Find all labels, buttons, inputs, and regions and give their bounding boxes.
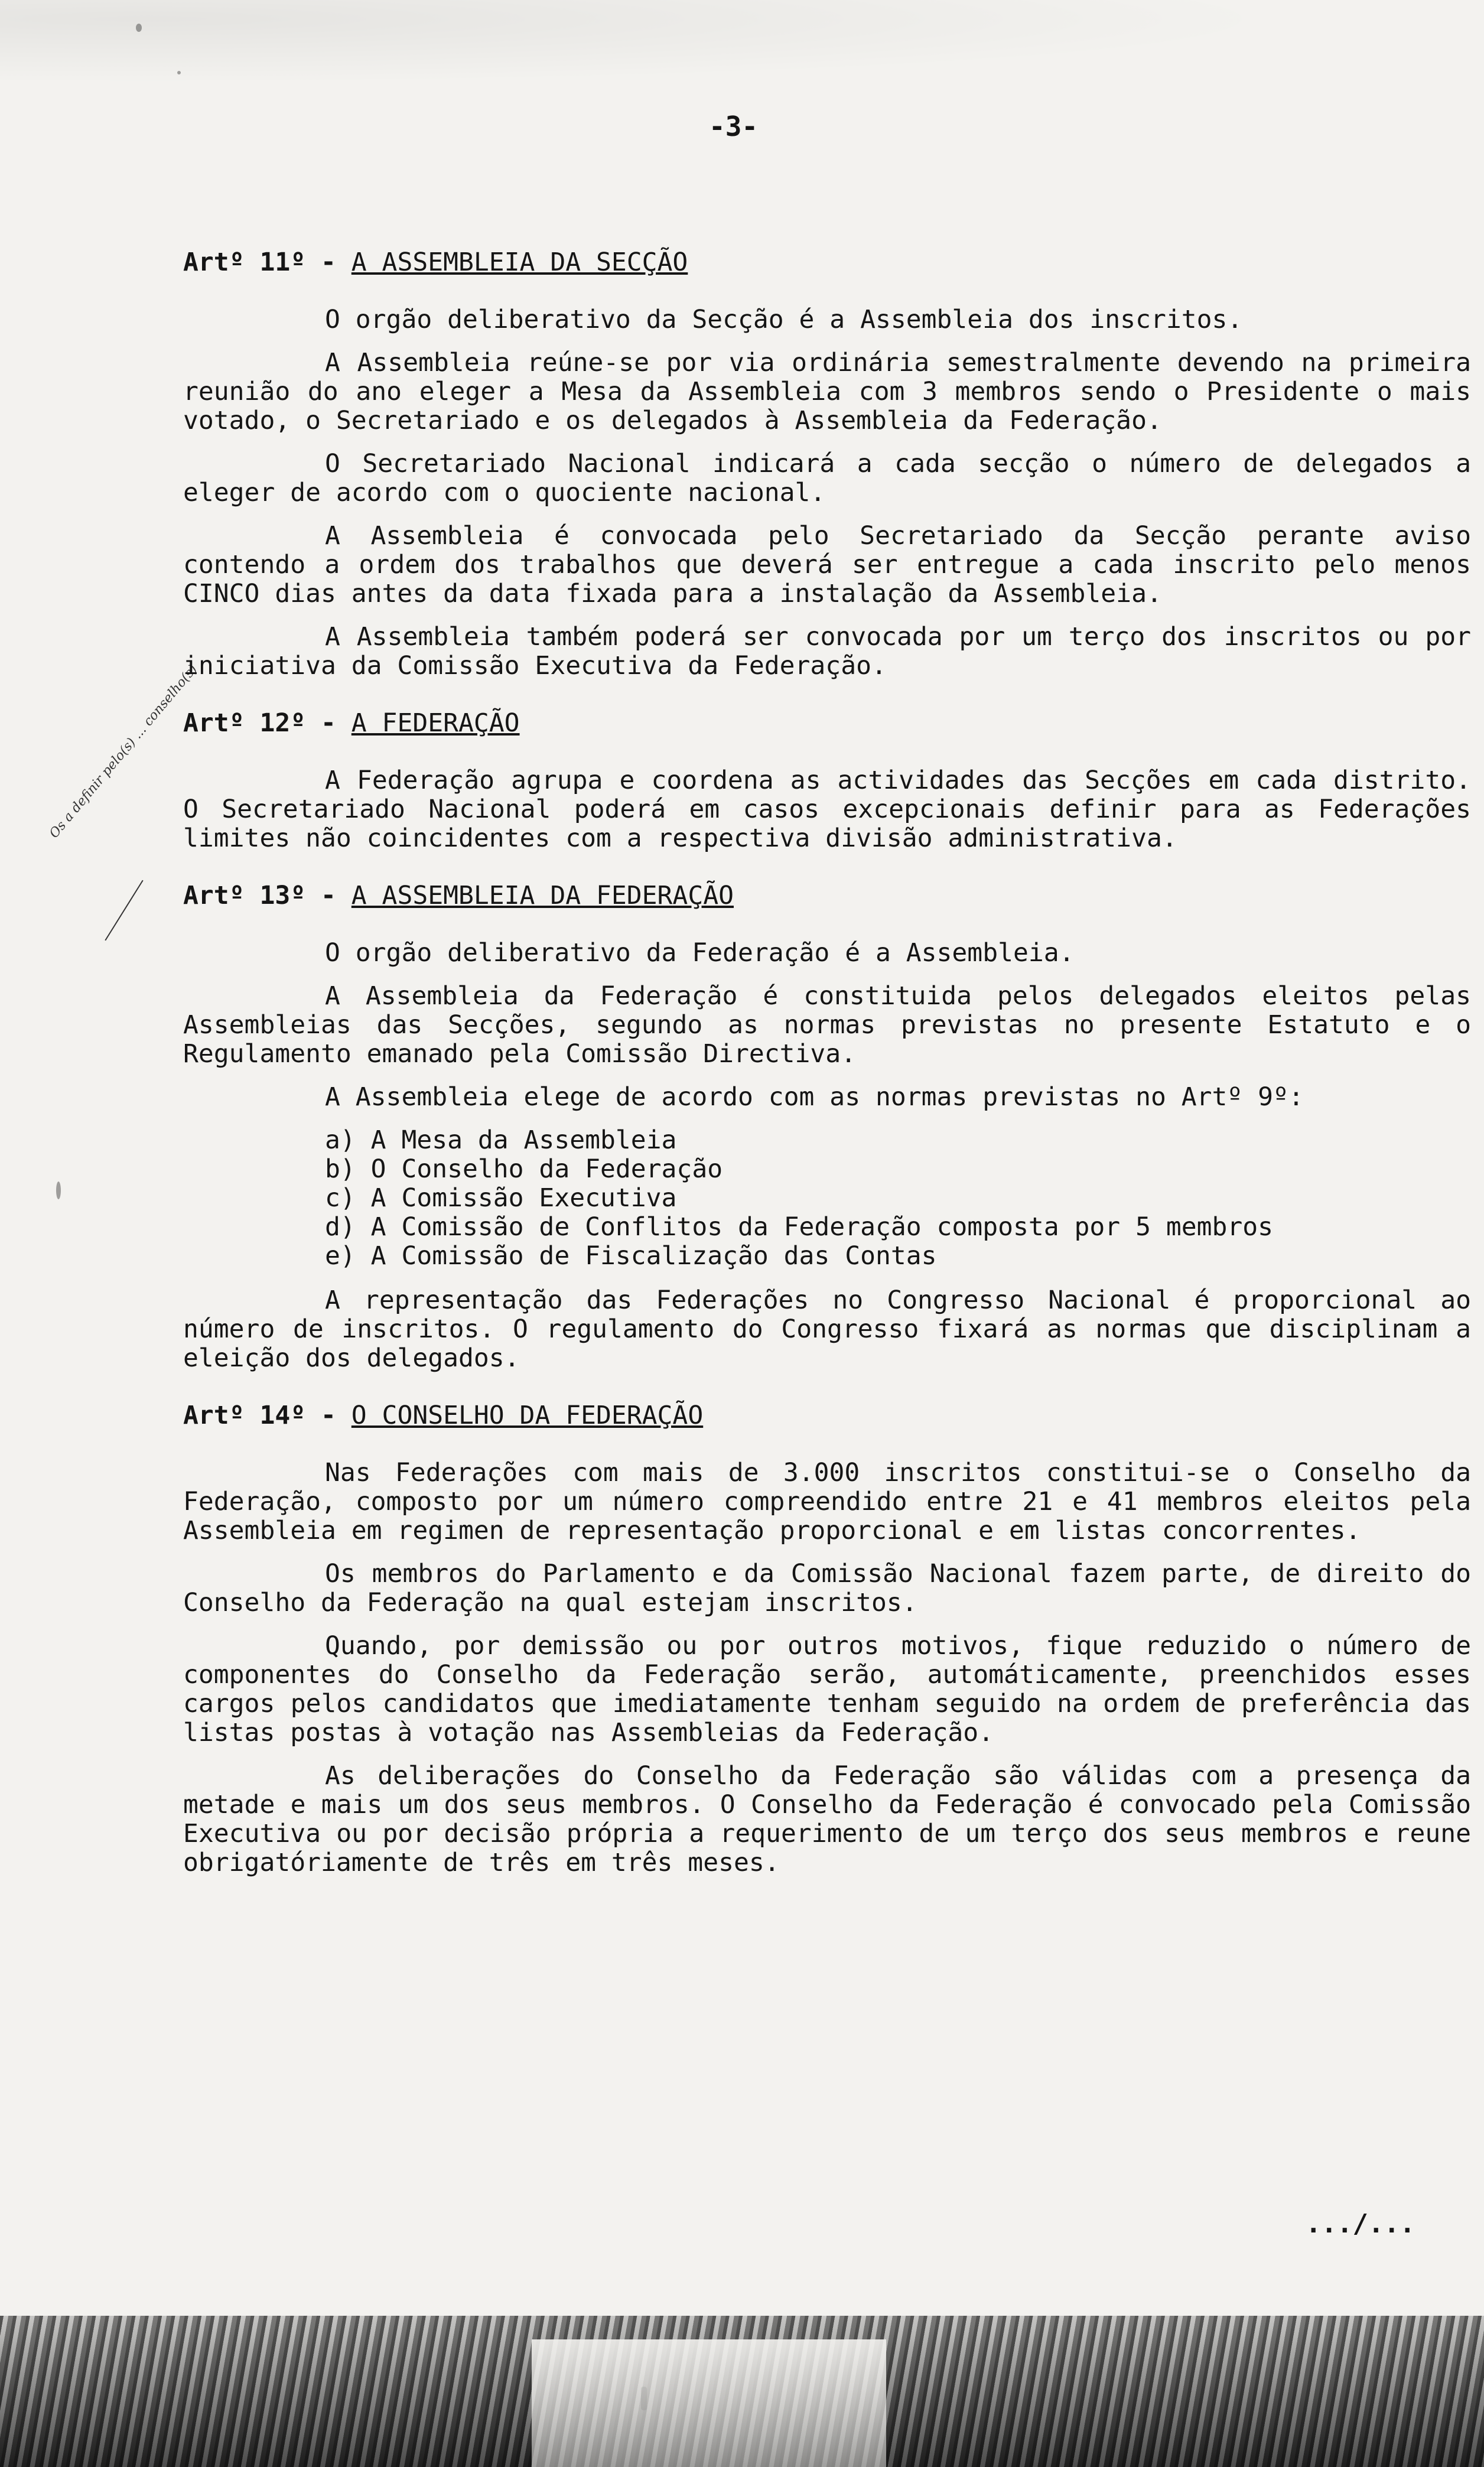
scan-bottom-light-patch bbox=[532, 2339, 886, 2467]
list-item: e) A Comissão de Fiscalização das Contas bbox=[325, 1241, 937, 1271]
list-item: d) A Comissão de Conflitos da Federação composta por 5 membros bbox=[325, 1212, 1274, 1242]
article-13-heading bbox=[183, 881, 1471, 910]
article-14-paragraph-4: As deliberações do Conselho da Federação são válidas com a presença da metade e mais um dos seus membros. O Conselho da Federação é convocado pela Comissão Executiva ou por decisão própria a requerimento de um terço dos seus membros e reune obrigatóriamente de três em três meses. bbox=[183, 1761, 1471, 1877]
article-14-heading bbox=[183, 1401, 1471, 1430]
article-12-label: Artº 12º - bbox=[183, 708, 336, 738]
scan-speck bbox=[177, 71, 181, 74]
article-13-paragraph-3: A Assembleia elege de acordo com as normas previstas no Artº 9º: bbox=[325, 1082, 1304, 1112]
scan-speck bbox=[136, 24, 142, 32]
article-12-paragraph-1: A Federação agrupa e coordena as actividades das Secções em cada distrito. O Secretariado Nacional poderá em casos excepcionais definir para as Federações limites não coincidentes com a respectiva divisão administrativa. bbox=[183, 766, 1471, 853]
article-13-title: A ASSEMBLEIA DA FEDERAÇÃO bbox=[351, 881, 734, 910]
list-item: b) O Conselho da Federação bbox=[325, 1154, 723, 1184]
handwritten-margin-stroke bbox=[105, 880, 143, 941]
continuation-mark: .../... bbox=[1306, 2209, 1415, 2239]
article-13-paragraph-4: A representação das Federações no Congresso Nacional é proporcional ao número de inscritos. O regulamento do Congresso fixará as normas que disciplinam a eleição dos delegados. bbox=[183, 1285, 1471, 1373]
list-item: c) A Comissão Executiva bbox=[325, 1183, 677, 1213]
scan-speck bbox=[56, 1182, 61, 1199]
article-12-title: A FEDERAÇÃO bbox=[351, 708, 520, 738]
article-14-paragraph-1: Nas Federações com mais de 3.000 inscritos constitui-se o Conselho da Federação, composto por um número compreendido entre 21 e 41 membros eleitos pela Assembleia em regimen de representação proporcional e em listas concorrentes. bbox=[183, 1458, 1471, 1545]
article-11-heading bbox=[183, 248, 1471, 277]
article-11-label: Artº 11º - bbox=[183, 248, 336, 277]
article-11-paragraph-4: A Assembleia é convocada pelo Secretariado da Secção perante aviso contendo a ordem dos trabalhos que deverá ser entregue a cada inscrito pelo menos CINCO dias antes da data fixada para a instalação da Assembleia. bbox=[183, 521, 1471, 608]
article-11-title: A ASSEMBLEIA DA SECÇÃO bbox=[351, 248, 688, 277]
article-11-paragraph-5: A Assembleia também poderá ser convocada por um terço dos inscritos ou por iniciativa da Comissão Executiva da Federação. bbox=[183, 622, 1471, 681]
article-13-label: Artº 13º - bbox=[183, 881, 336, 910]
scan-noise-top bbox=[0, 0, 1484, 95]
article-14-label: Artº 14º - bbox=[183, 1401, 336, 1430]
list-item: a) A Mesa da Assembleia bbox=[325, 1125, 677, 1155]
article-14-paragraph-3: Quando, por demissão ou por outros motivos, fique reduzido o número de componentes do Conselho da Federação serão, automáticamente, preenchidos esses cargos pelos candidatos que imediatamente tenham seguido na ordem de preferência das listas postas à votação nas Assembleias da Federação. bbox=[183, 1631, 1471, 1747]
article-14-paragraph-2: Os membros do Parlamento e da Comissão Nacional fazem parte, de direito do Conselho da Federação na qual estejam inscritos. bbox=[183, 1559, 1471, 1617]
article-12-heading bbox=[183, 709, 1471, 738]
handwritten-margin-note: Os a definir pelo(s) ... conselho(s) bbox=[47, 662, 201, 841]
article-11-paragraph-3: O Secretariado Nacional indicará a cada secção o número de delegados a eleger de acordo com o quociente nacional. bbox=[183, 449, 1471, 507]
article-14-title: O CONSELHO DA FEDERAÇÃO bbox=[351, 1401, 704, 1430]
document-body bbox=[183, 248, 1471, 1892]
page-number: -3- bbox=[709, 110, 759, 142]
article-13-paragraph-1: O orgão deliberativo da Federação é a Assembleia. bbox=[325, 938, 1075, 968]
article-13-paragraph-2: A Assembleia da Federação é constituida pelos delegados eleitos pelas Assembleias das Secções, segundo as normas previstas no presente Estatuto e o Regulamento emanado pela Comissão Directiva. bbox=[183, 981, 1471, 1069]
article-11-paragraph-1: O orgão deliberativo da Secção é a Assembleia dos inscritos. bbox=[325, 305, 1243, 334]
article-11-paragraph-2: A Assembleia reúne-se por via ordinária semestralmente devendo na primeira reunião do ano eleger a Mesa da Assembleia com 3 membros sendo o Presidente o mais votado, o Secretariado e os delegados à Assembleia da Federação. bbox=[183, 348, 1471, 435]
article-13-election-list bbox=[183, 1126, 1471, 1271]
